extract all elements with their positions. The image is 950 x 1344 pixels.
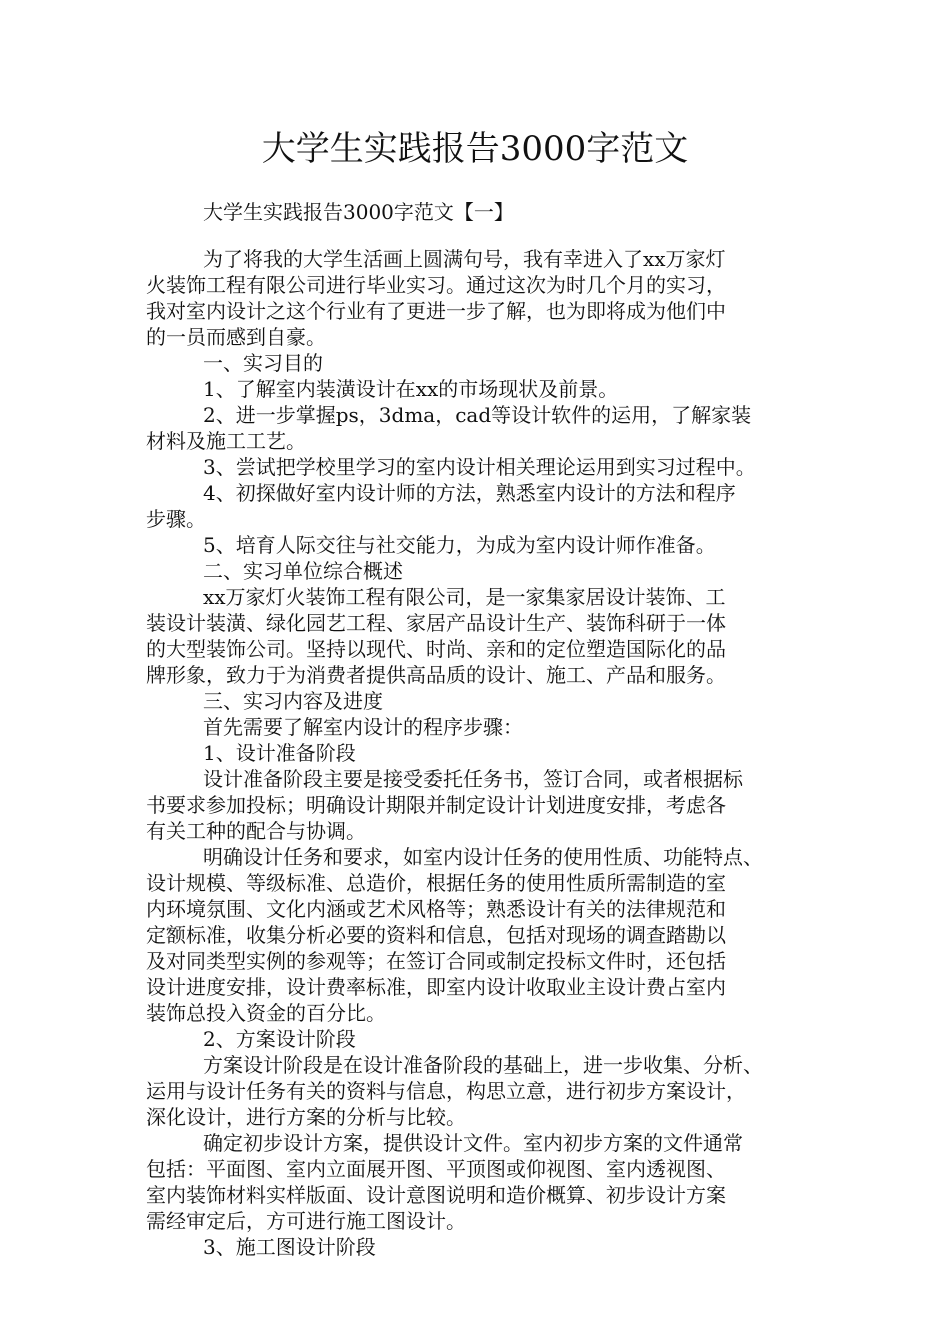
text-line: 1、了解室内装潢设计在xx的市场现状及前景。 xyxy=(203,377,619,401)
text-line: 4、初探做好室内设计师的方法，熟悉室内设计的方法和程序 xyxy=(203,481,736,505)
text-line: 明确设计任务和要求，如室内设计任务的使用性质、功能特点、 xyxy=(203,845,763,869)
text-line: 的大型装饰公司。坚持以现代、时尚、亲和的定位塑造国际化的品 xyxy=(146,637,726,661)
text-line: 设计规模、等级标准、总造价，根据任务的使用性质所需制造的室 xyxy=(146,871,726,895)
text-line: 步骤。 xyxy=(146,507,206,531)
document-body xyxy=(146,246,826,1260)
text-line: 运用与设计任务有关的资料与信息，构思立意，进行初步方案设计， xyxy=(146,1079,746,1103)
text-line: 内环境氛围、文化内涵或艺术风格等；熟悉设计有关的法律规范和 xyxy=(146,897,726,921)
text-line: 牌形象，致力于为消费者提供高品质的设计、施工、产品和服务。 xyxy=(146,663,726,687)
text-line: 为了将我的大学生活画上圆满句号，我有幸进入了xx万家灯 xyxy=(203,247,726,271)
text-line: 设计准备阶段主要是接受委托任务书，签订合同，或者根据标 xyxy=(203,767,743,791)
document-subtitle: 大学生实践报告3000字范文【一】 xyxy=(203,200,514,224)
text-line: 书要求参加投标；明确设计期限并制定设计计划进度安排，考虑各 xyxy=(146,793,726,817)
text-line: 2、进一步掌握ps，3dma，cad等设计软件的运用，了解家装 xyxy=(203,403,752,427)
text-line: 3、尝试把学校里学习的室内设计相关理论运用到实习过程中。 xyxy=(203,455,756,479)
text-line: xx万家灯火装饰工程有限公司，是一家集家居设计装饰、工 xyxy=(203,585,726,609)
text-line: 需经审定后，方可进行施工图设计。 xyxy=(146,1209,466,1233)
text-line: 包括：平面图、室内立面展开图、平顶图或仰视图、室内透视图、 xyxy=(146,1157,726,1181)
text-line: 装设计装潢、绿化园艺工程、家居产品设计生产、装饰科研于一体 xyxy=(146,611,726,635)
text-line: 2、方案设计阶段 xyxy=(203,1027,356,1051)
text-line: 装饰总投入资金的百分比。 xyxy=(146,1001,386,1025)
text-line: 设计进度安排，设计费率标准，即室内设计收取业主设计费占室内 xyxy=(146,975,726,999)
text-line: 三、实习内容及进度 xyxy=(203,689,383,713)
text-line: 材料及施工工艺。 xyxy=(146,429,306,453)
text-line: 有关工种的配合与协调。 xyxy=(146,819,366,843)
text-line: 首先需要了解室内设计的程序步骤： xyxy=(203,715,523,739)
text-line: 我对室内设计之这个行业有了更进一步了解，也为即将成为他们中 xyxy=(146,299,726,323)
text-line: 方案设计阶段是在设计准备阶段的基础上，进一步收集、分析、 xyxy=(203,1053,763,1077)
text-line: 确定初步设计方案，提供设计文件。室内初步方案的文件通常 xyxy=(203,1131,743,1155)
text-line: 及对同类型实例的参观等；在签订合同或制定投标文件时，还包括 xyxy=(146,949,726,973)
text-line: 深化设计，进行方案的分析与比较。 xyxy=(146,1105,466,1129)
text-line: 一、实习目的 xyxy=(203,351,323,375)
text-line: 二、实习单位综合概述 xyxy=(203,559,403,583)
text-line: 5、培育人际交往与社交能力，为成为室内设计师作准备。 xyxy=(203,533,716,557)
text-line: 室内装饰材料实样版面、设计意图说明和造价概算、初步设计方案 xyxy=(146,1183,726,1207)
text-line: 的一员而感到自豪。 xyxy=(146,325,326,349)
text-line: 火装饰工程有限公司进行毕业实习。通过这次为时几个月的实习， xyxy=(146,273,726,297)
text-line: 1、设计准备阶段 xyxy=(203,741,356,765)
document-title: 大学生实践报告3000字范文 xyxy=(261,129,689,169)
text-line: 定额标准，收集分析必要的资料和信息，包括对现场的调查踏勘以 xyxy=(146,923,726,947)
text-line: 3、施工图设计阶段 xyxy=(203,1235,376,1259)
